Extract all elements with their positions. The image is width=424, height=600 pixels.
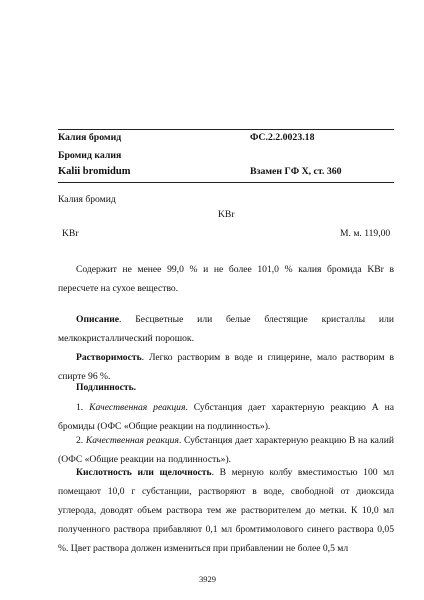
- test-1-label: Качественная реакция: [89, 402, 186, 413]
- acidity-text: . В мерную колбу вместимостью 100 мл помещают 10,0 г субстанции, растворяют в воде, свободной от диоксида углерода, доводят объем раствора тем же растворителем до метки. К 10,0 мл полученного раствора прибавляют 0,1 мл бромтимолового синего раствора 0,05 %. Цвет раствора должен измениться при прибавлении не более 0,5 мл: [58, 467, 394, 554]
- formula-caption: Калия бромид: [58, 194, 116, 205]
- monograph-name: Калия бромид: [58, 132, 122, 143]
- content-paragraph: Содержит не менее 99,0 % и не более 101,0 % калия бромида KBr в пересчете на сухое вещество.: [58, 264, 394, 294]
- header-bottom-rule: [58, 182, 394, 183]
- test-1-text: . Субстанция дает характерную реакцию А на бромиды (ОФС «Общие реакции на подлинность»).: [58, 402, 394, 432]
- description-label: Описание: [76, 314, 120, 325]
- page-number: 3929: [199, 574, 216, 584]
- authenticity-heading: Подлинность.: [76, 382, 137, 393]
- test-2-number: 2.: [76, 435, 84, 446]
- structural-formula: KBr: [218, 209, 235, 220]
- acidity-label: Кислотность или щелочность: [76, 467, 212, 478]
- acidity-paragraph: [58, 463, 394, 558]
- solubility-label: Растворимость: [76, 352, 142, 363]
- monograph-code: ФС.2.2.0023.18: [250, 132, 315, 143]
- replaces-note: Взамен ГФ X, ст. 360: [250, 166, 342, 177]
- test-1-number: 1.: [76, 402, 84, 413]
- monograph-latin-name: Kalii bromidum: [58, 166, 131, 177]
- solubility-text: . Легко растворим в воде и глицерине, мало растворим в спирте 96 %.: [58, 352, 394, 382]
- test-2-label: Качественная реакция: [85, 435, 179, 446]
- molecular-mass: М. м. 119,00: [340, 228, 391, 239]
- description-text: . Бесцветные или белые блестящие кристаллы или мелкокристаллический порошок.: [58, 314, 394, 344]
- description-paragraph: [58, 310, 394, 348]
- molecular-formula: KBr: [62, 228, 79, 239]
- header-top-rule: [58, 129, 394, 130]
- test-2-text: . Субстанция дает характерную реакцию B на калий (ОФС «Общие реакции на подлинность»).: [58, 435, 394, 465]
- monograph-synonym: Бромид калия: [58, 150, 122, 161]
